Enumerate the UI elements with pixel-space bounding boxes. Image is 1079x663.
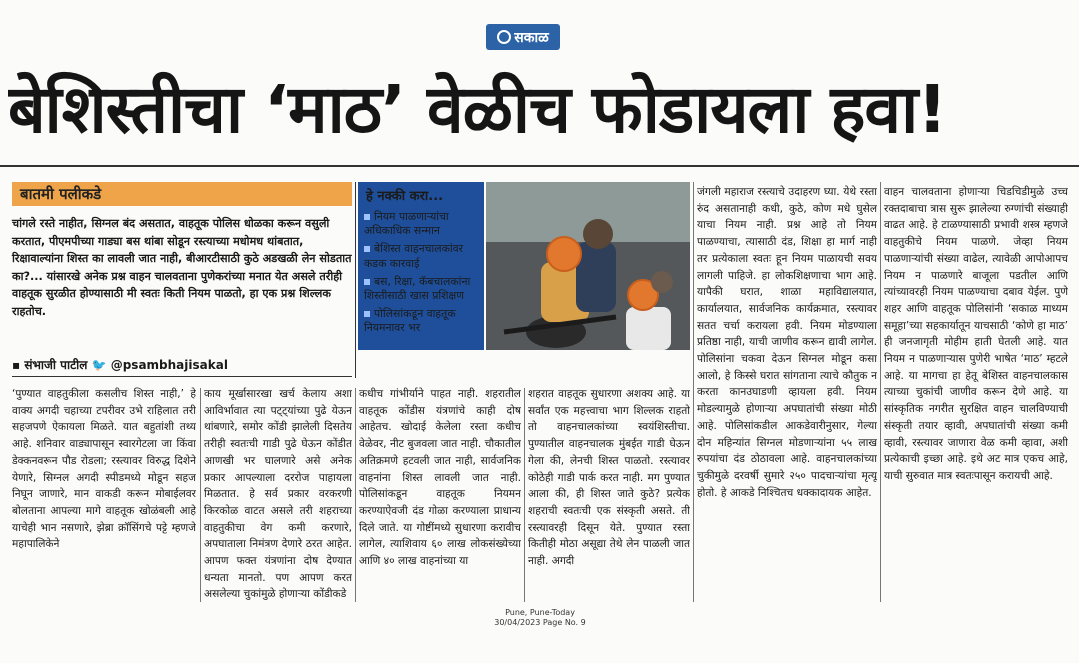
newspaper-logo [486,24,560,50]
twitter-icon: 🐦 [91,358,107,372]
photo-illustration [486,182,690,350]
info-box-item: नियम पाळणाऱ्यांचा अधिकाधिक सन्मान [364,210,449,238]
teaser-paragraph: चांगले रस्ते नाहीत, सिग्नल बंद असतात, वाहतूक पोलिस धोळका करून वसुली करतात, पीएमपीच्या गाड्या बस थांबा सोडून रस्त्याच्या मधोमध थांबतात, रिक्षावाल्यांना शिस्त का लावली जात नाही, बीआरटीसाठी कुठे अडखळी लेन सोडतात का?... यांसारखे अनेक प्रश्न वाहन चालवताना पुणेकरांच्या मनात येत असले तरीही वाहतूक सुरळीत होण्यासाठी मी स्वतः किती नियम पाळतो, हा एक प्रश्न शिल्लक राहतोच. [12,217,352,318]
column-divider [693,182,694,602]
info-box-item: बस, रिक्षा, कॅबचालकांना शिस्तीसाठी खास प्रशिक्षण [364,274,471,303]
date-page-label: 30/04/2023 Page No. 9 [494,618,586,627]
logo-text: सकाळ [514,29,549,46]
byline-rule [12,376,352,377]
column-divider [200,388,201,602]
column-divider [524,388,525,602]
bullet-icon [364,279,370,285]
article-column-1: ‘पुण्यात वाहतुकीला कसलीच शिस्त नाही,’ हे वाक्य अगदी चहाच्या टपरीवर उभे राहिलात तरी सहजपणे ऐकायला मिळते. यात बहुतांशी तथ्य आहे. शनिवार वाड्यापासून स्वारगेटला जा किंवा डेक्कनवरून पौड रोडला; रस्त्यावर विरुद्ध दिशेने येणारे, सिग्नल अगदी स्पीडमध्ये मोडून सहज निघून जाणारे, मान वाकडी करून मोबाईलवर बोलताना आपल्या मागे वाहतूक खोळंबली आहे याचेही भान नसणारे, झेब्रा क्रॉसिंगचे पट्टे म्हणजे महापालिकेने [12,388,196,551]
byline [12,356,352,373]
article-column-2: काय मूर्खासारखा खर्च केलाय अशा आविर्भावात त्या पट्ट्यांच्या पुढे येऊन थांबणारे, समोर कोंडी झालेली दिसतेय तरीही स्वतःची गाडी पुढे घेऊन कोंडीत आणखी भर घालणारे असे अनेक प्रकार आपल्याला दररोज पाहायला मिळतात. हे सर्व प्रकार वरकरणी किरकोळ वाटत असले तरी शहराच्या वाहतुकीचा वेग कमी करणारे, अपघाताला निमंत्रण देणारे ठरत आहेत. आपण फक्त यंत्रणांना दोष देण्यात धन्यता मानतो. पण आपण करत असलेल्या चुकांमुळे होणाऱ्या कोंडीकडे [204,388,352,601]
page-footer [440,608,640,628]
article-column-4: शहरात वाहतूक सुधारणा अशक्य आहे. या सर्वांत एक महत्त्वाचा भाग शिल्लक राहतो तो वाहनचालकांच्या स्वयंशिस्तीचा. पुण्यातील वाहनचालक मुंबईत गाडी घेऊन गेला की, लेनची शिस्त पाळतो. रस्त्यावर कोठेही गाडी पार्क करत नाही. मग पुण्यात आला की, ही शिस्त जाते कुठे? प्रत्येक शहराची स्वतःची एक संस्कृती असते. ती रस्त्यावरही दिसून येते. पुण्यात रस्ता कितीही मोठा असूद्या तेथे लेन पाळली जात नाही. अगदी [528,388,690,568]
headline-rule [0,165,1079,167]
byline-bullet-icon: ▪ [12,358,21,372]
headline: बेशिस्तीचा ‘माठ’ वेळीच फोडायला हवा! [8,71,947,148]
info-box-item: बेशिस्त वाहनचालकांवर कडक कारवाई [364,242,464,270]
info-box-list [364,210,482,340]
logo-emblem-icon [497,30,511,44]
bullet-icon [364,214,370,220]
bullet-icon [364,246,370,252]
section-label: बातमी पलीकडे [20,185,102,203]
bullet-icon [364,311,370,317]
info-box-item: पोलिसांकडून वाहतूक नियमनावर भर [364,307,456,335]
article-column-3: कधीच गांभीर्याने पाहत नाही. शहरातील वाहतूक कोंडीस यंत्रणांचे काही दोष आहेतच. खोदाई केलेला रस्ता कधीच वेळेवर, नीट बुजवला जात नाही. चौकातील अतिक्रमणे हटवली जात नाही, सार्वजनिक वाहनांना शिस्त लावली जात नाही. पोलिसांकडून वाहतूक नियमन करण्याऐवजी दंड गोळा करण्याला प्राधान्य दिले जाते. या गोष्टींमध्ये सुधारणा करावीच लागेल, त्याशिवाय ६० लाख लोकसंख्येच्या आणि ४० लाख वाहनांच्या या [359,388,521,568]
article-column-5: जंगली महाराज रस्त्याचे उदाहरण घ्या. येथे रस्ता रुंद असतानाही कधी, कुठे, कोण मधे घुसेल याचा नियम नाही. प्रश्न आहे तो नियम पाळण्याचा, त्यासाठी दंड, शिक्षा हा मार्ग नाही तर प्रत्येकाला स्वतः हून नियम पाळायची सवय लागली पाहिजे. हा लोकशिक्षणाचा भाग आहे. यापैकी घरात, शाळा महाविद्यालयात, कार्यालयात, सार्वजनिक कार्यक्रमात, रस्त्यावर सतत चर्चा करायला हवी. नियम मोडण्याला प्रतिष्ठा नाही, याची जाणीव करून द्यावी लागेल. पोलिसांना चकवा देऊन सिग्नल मोडून कसा आलो, हे किस्से घरात सांगताना त्याचे कौतुक न करता कानउघाडणी व्हायला हवी. नियम मोडल्यामुळे होणाऱ्या अपघातांची संख्या मोठी आहे. पोलिसांकडील आकडेवारीनुसार, गेल्या दोन महिन्यांत सिग्नल मोडणाऱ्यांना ५५ लाख रुपयांचा दंड ठोठावला आहे. वाहनचालकांच्या चुकीमुळे दरवर्षी सुमारे २५० पादचाऱ्यांचा मृत्यू होतो. हे आकडे निश्चितच धक्कादायक आहेत. [697,186,877,499]
article-column-6: वाहन चालवताना होणाऱ्या चिडचिडीमुळे उच्च रक्तदाबाचा त्रास सुरू झालेल्या रुग्णांची संख्याही वाढत आहे. हे टाळण्यासाठी प्रभावी शस्त्र म्हणजे वाहतुकीचे नियम पाळणे. जेव्हा नियम पाळणाऱ्यांची संख्या वाढेल, त्यावेळी आपोआपच नियम न पाळणारे बाजूला पडतील आणि त्यांच्यावरही नियम पाळण्याचा दबाव येईल. पुणे शहर आणि वाहतूक पोलिसांनी ‘सकाळ माध्यम समूहा’च्या सहकार्यातून याचसाठी ‘कोणे हा माठ’ ही जनजागृती मोहीम हाती घेतली आहे. यात नियम न पाळणाऱ्यास पुणेरी भाषेत ‘माठ’ म्हटले आहे. या मागचा हा हेतू बेशिस्त वाहनचालकास त्याच्या चुकांची जाणीव करून देणे आहे. या सांस्कृतिक नगरीत सुरक्षित वाहन चालविण्याची संस्कृती तयार व्हावी, अपघातांची संख्या कमी व्हावी, रस्त्यावर जाणारा वेळ कमी व्हावा, अशी प्रत्येकाची इच्छा आहे. इथे अट मात्र एकच आहे, याची सुरुवात मात्र स्वतःपासून करायची आहे. [884,186,1068,482]
byline-handle: @psambhajisakal [110,358,228,372]
column-divider [355,182,356,378]
edition-label: Pune, Pune-Today [505,608,575,617]
column-divider [355,388,356,602]
info-box-title: हे नक्की करा... [366,189,444,204]
column-divider [880,182,881,602]
news-photo [486,182,690,350]
byline-name: संभाजी पाटील [24,358,88,372]
